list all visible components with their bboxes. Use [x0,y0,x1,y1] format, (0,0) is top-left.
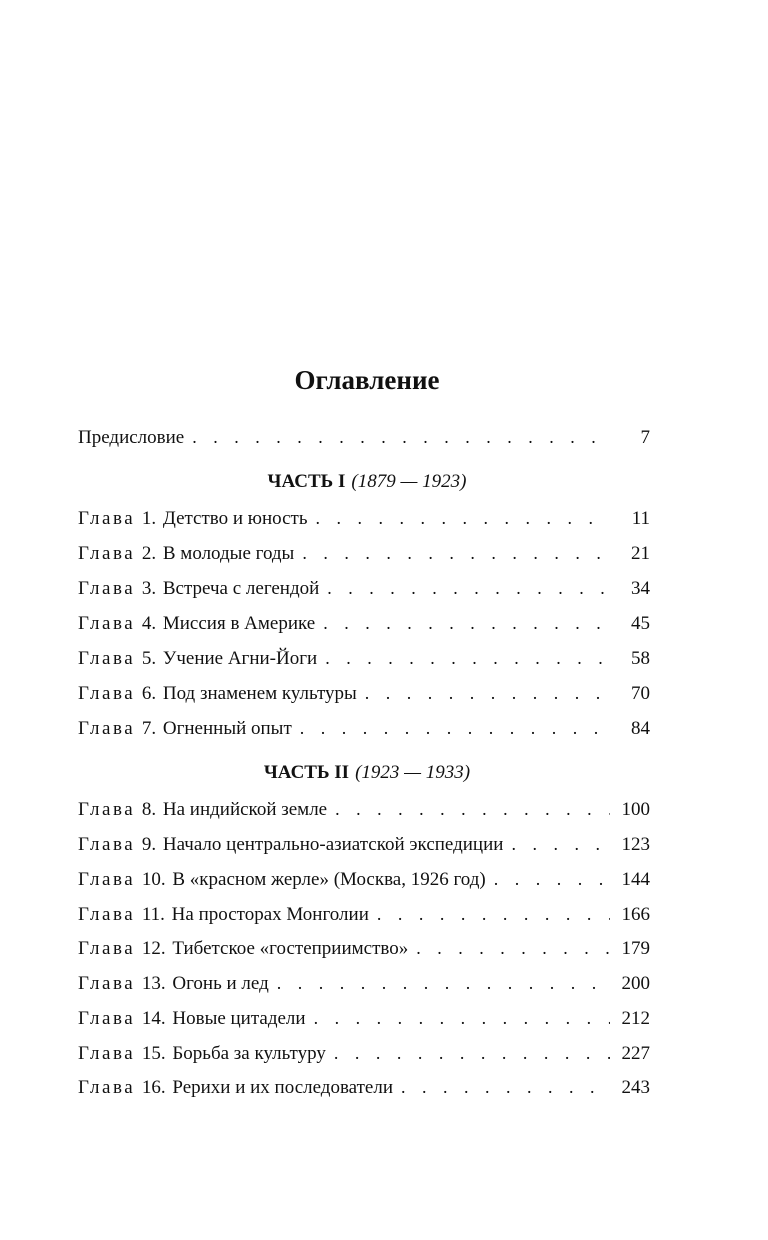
page-number: 227 [621,1043,650,1064]
chapter-title: Борьба за культуру [172,1043,326,1064]
page-number: 58 [631,648,650,669]
chapter-title: Под знаменем культуры [162,683,357,704]
chapter-number: 10. [141,869,166,890]
chapter-title: Тибетское «гостеприимство» [172,938,409,959]
dot-leader [511,831,610,857]
toc-entry-chapter-16[interactable] [78,1074,650,1100]
chapter-number: 16. [141,1077,166,1098]
chapter-word: Глава [78,1077,136,1098]
chapter-word: Глава [78,578,136,599]
dot-leader [300,715,610,741]
dot-leader [416,935,610,961]
dot-leader [365,680,610,706]
toc-entry-preface[interactable] [78,424,650,450]
page-number: 34 [631,578,650,599]
page-number: 166 [621,904,650,925]
chapter-title: Новые цитадели [172,1008,306,1029]
dot-leader [192,424,610,450]
chapter-title: Огонь и лед [172,973,269,994]
chapter-title: Встреча с легендой [162,578,320,599]
chapter-number: 3. [141,578,157,599]
page-number: 7 [640,427,650,448]
chapter-number: 13. [141,973,166,994]
chapter-word: Глава [78,1008,136,1029]
toc-entry-chapter-3[interactable] [78,575,650,601]
dot-leader [377,901,610,927]
dot-leader [323,610,610,636]
part-years: (1923 — 1933) [355,762,471,783]
chapter-title: Учение Агни-Йоги [162,648,318,669]
entry-title: Предисловие [78,427,185,448]
chapter-number: 11. [141,904,165,925]
chapter-number: 7. [141,718,157,739]
dot-leader [401,1074,610,1100]
toc-entry-chapter-9[interactable] [78,831,650,857]
toc-entry-chapter-10[interactable] [78,866,650,892]
chapter-word: Глава [78,718,136,739]
dot-leader [277,970,610,996]
chapter-number: 14. [141,1008,166,1029]
page-number: 212 [621,1008,650,1029]
chapter-title: В молодые годы [162,543,295,564]
chapter-word: Глава [78,613,136,634]
chapter-number: 8. [141,799,157,820]
page-number: 123 [621,834,650,855]
chapter-word: Глава [78,648,136,669]
page-number: 179 [621,938,650,959]
dot-leader [334,1040,610,1066]
chapter-number: 9. [141,834,157,855]
chapter-title: Огненный опыт [162,718,292,739]
chapter-number: 1. [141,508,157,529]
toc-entry-chapter-5[interactable] [78,645,650,671]
chapter-number: 6. [141,683,157,704]
dot-leader [314,1005,610,1031]
chapter-word: Глава [78,904,136,925]
toc-entry-chapter-11[interactable] [78,901,650,927]
toc-entry-chapter-7[interactable] [78,715,650,741]
dot-leader [494,866,610,892]
dot-leader [327,575,610,601]
chapter-title: В «красном жерле» (Москва, 1926 год) [172,869,486,890]
page-number: 45 [631,613,650,634]
dot-leader [316,505,610,531]
toc-entry-chapter-4[interactable] [78,610,650,636]
page-title: Оглавление [294,365,440,395]
page-number: 70 [631,683,650,704]
page-number: 21 [631,543,650,564]
chapter-number: 15. [141,1043,166,1064]
chapter-word: Глава [78,1043,136,1064]
chapter-number: 12. [141,938,166,959]
toc-entry-chapter-15[interactable] [78,1040,650,1066]
chapter-title: На просторах Монголии [171,904,369,925]
chapter-word: Глава [78,683,136,704]
part-heading-2 [0,760,734,786]
dot-leader [302,540,610,566]
chapter-number: 5. [141,648,157,669]
chapter-word: Глава [78,869,136,890]
page-number: 11 [631,508,650,529]
part-heading-1 [0,469,734,495]
chapter-title: Детство и юность [162,508,308,529]
chapter-word: Глава [78,834,136,855]
toc-entry-chapter-1[interactable] [78,505,650,531]
chapter-title: Миссия в Америке [162,613,316,634]
page-number: 100 [621,799,650,820]
dot-leader [335,796,610,822]
chapter-word: Глава [78,543,136,564]
toc-entry-chapter-13[interactable] [78,970,650,996]
page-number: 144 [621,869,650,890]
part-years: (1879 — 1923) [351,471,467,492]
page-number: 200 [621,973,650,994]
chapter-number: 2. [141,543,157,564]
toc-entry-chapter-12[interactable] [78,935,650,961]
chapter-title: Начало центрально-азиатской экспедиции [162,834,504,855]
toc-entry-chapter-6[interactable] [78,680,650,706]
chapter-title: На индийской земле [162,799,328,820]
page-number: 243 [621,1077,650,1098]
chapter-word: Глава [78,973,136,994]
toc-entry-chapter-8[interactable] [78,796,650,822]
part-name: ЧАСТЬ II [263,762,350,783]
chapter-word: Глава [78,799,136,820]
chapter-title: Рерихи и их последователи [172,1077,393,1098]
chapter-number: 4. [141,613,157,634]
toc-entry-chapter-14[interactable] [78,1005,650,1031]
chapter-word: Глава [78,508,136,529]
part-name: ЧАСТЬ I [267,471,346,492]
page-number: 84 [631,718,650,739]
dot-leader [325,645,610,671]
toc-entry-chapter-2[interactable] [78,540,650,566]
chapter-word: Глава [78,938,136,959]
